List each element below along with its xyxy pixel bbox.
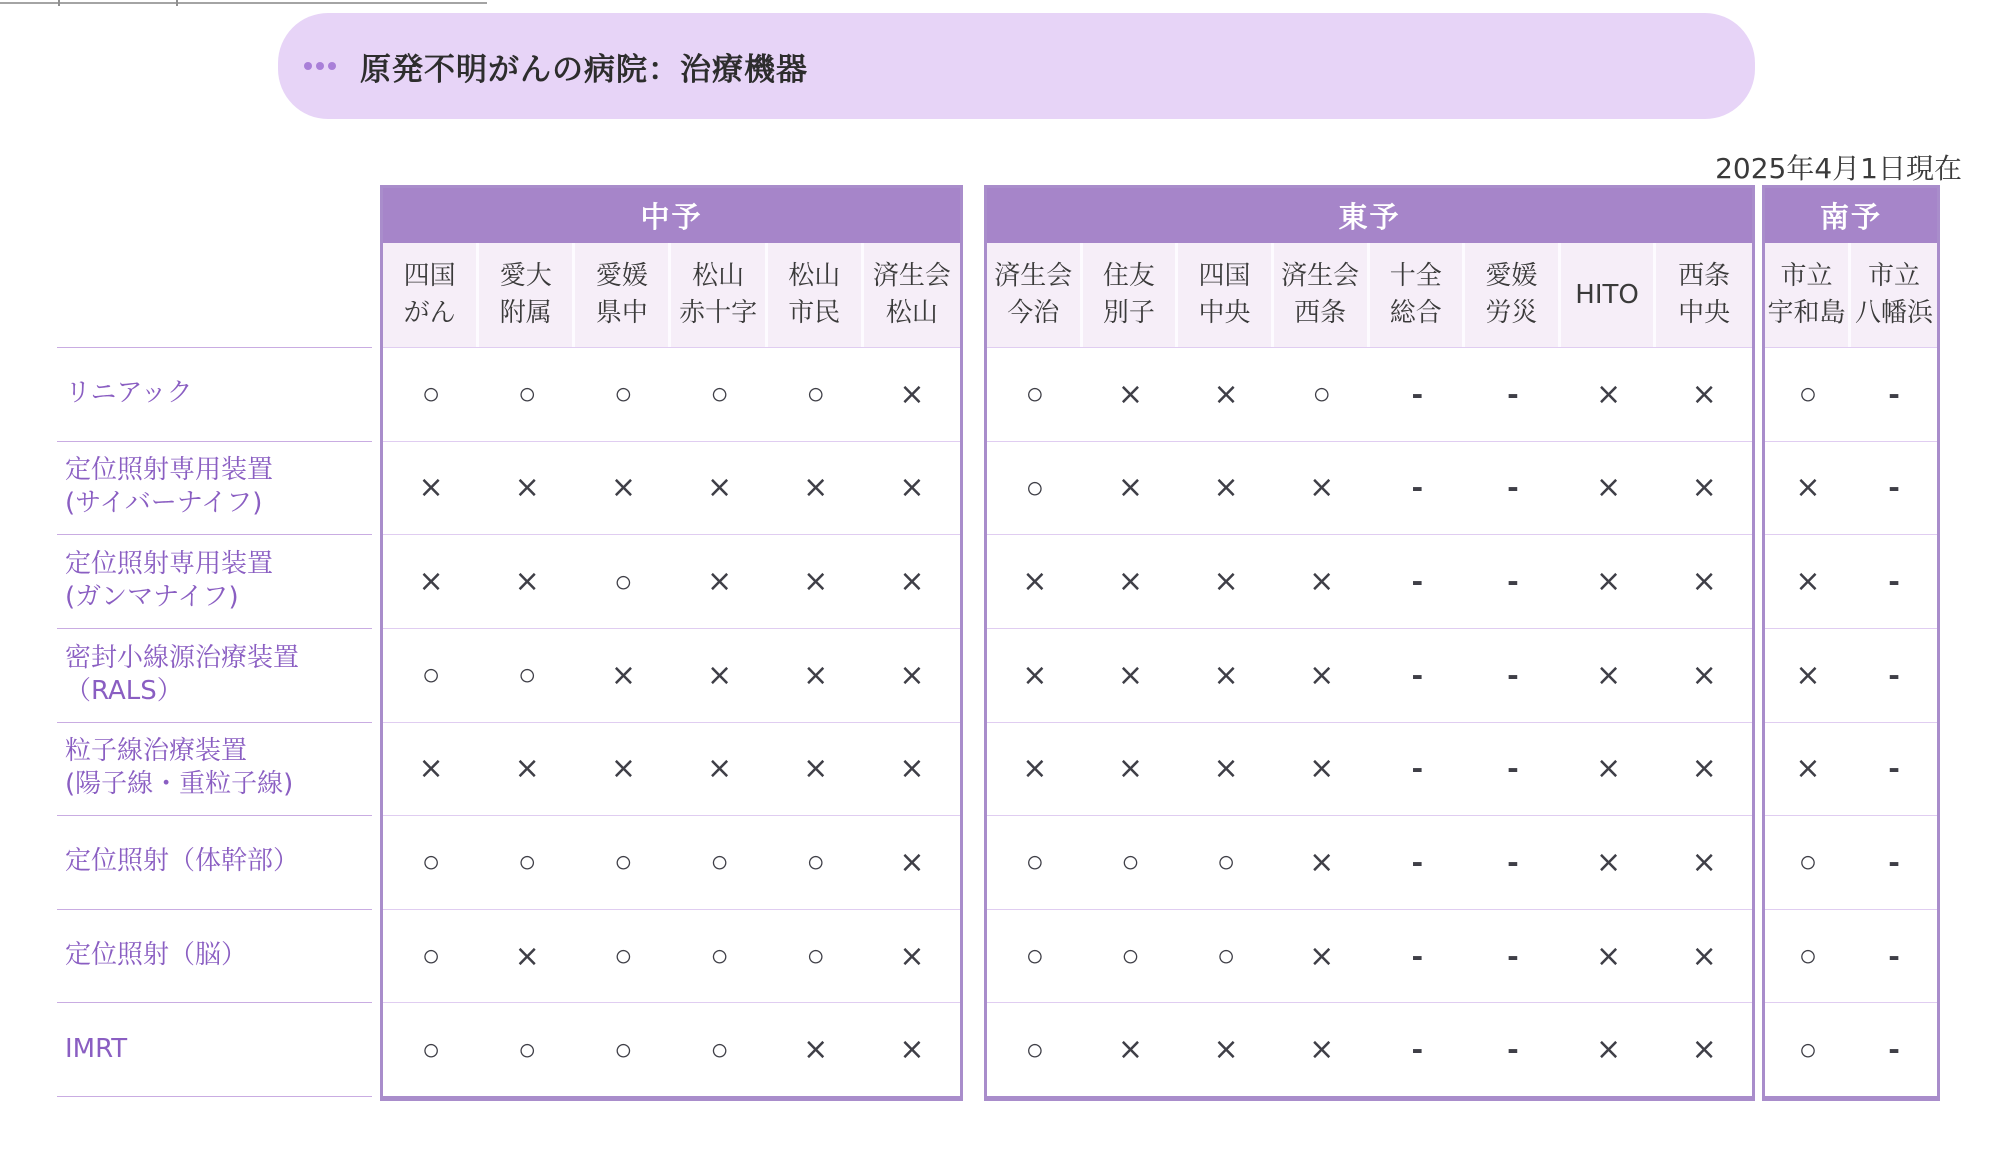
hospital-column-header: 住友 別子	[1083, 243, 1179, 347]
availability-cell: ○	[421, 1031, 441, 1068]
availability-cell: ×	[1595, 470, 1622, 506]
region-table-chuyo	[380, 185, 963, 1101]
availability-cell: ×	[1595, 751, 1622, 787]
availability-cell: ○	[421, 938, 441, 975]
availability-cell: ×	[899, 844, 925, 880]
availability-cell: -	[1507, 377, 1519, 411]
availability-cell: ×	[1691, 376, 1717, 412]
hospital-column-header: 西条 中央	[1656, 243, 1752, 347]
region-band: 中予	[383, 188, 960, 243]
availability-cell: -	[1888, 752, 1900, 786]
availability-cell: ○	[1025, 376, 1045, 413]
availability-cell: ×	[803, 470, 829, 506]
equipment-row-label: 定位照射（体幹部）	[65, 846, 300, 877]
hospital-column-header: 十全 総合	[1370, 243, 1466, 347]
availability-cell: ×	[1595, 376, 1622, 412]
availability-cell: -	[1411, 377, 1424, 411]
table-row	[383, 441, 960, 535]
table-row	[1765, 534, 1937, 628]
hospital-column-header: 済生会 松山	[864, 243, 960, 347]
hospital-column-header: 市立 宇和島	[1765, 243, 1851, 347]
availability-cell: ×	[1595, 938, 1622, 974]
table-row	[1765, 441, 1937, 535]
availability-cell: ○	[517, 376, 537, 413]
availability-cell: -	[1888, 658, 1900, 692]
row-separator	[57, 628, 372, 629]
availability-cell: ×	[1795, 470, 1821, 506]
availability-cell: ×	[1309, 470, 1335, 506]
availability-cell: ×	[899, 1032, 925, 1068]
availability-cell: ○	[710, 938, 729, 975]
availability-cell: -	[1411, 1033, 1424, 1067]
table-row	[383, 722, 960, 816]
availability-cell: -	[1411, 845, 1424, 879]
table-row	[383, 815, 960, 909]
hospital-column-header: 松山 赤十字	[671, 243, 767, 347]
availability-cell: ×	[1309, 844, 1335, 880]
availability-cell: ×	[1795, 657, 1821, 693]
table-row	[1765, 909, 1937, 1003]
region-table-toyo	[984, 185, 1755, 1101]
availability-cell: ○	[1121, 938, 1140, 975]
availability-cell: -	[1888, 1033, 1900, 1067]
region-band: 南予	[1765, 188, 1937, 243]
availability-cell: ○	[421, 657, 441, 694]
availability-cell: ×	[1595, 1032, 1622, 1068]
availability-cell: ×	[1309, 1032, 1335, 1068]
availability-cell: ×	[514, 470, 540, 506]
availability-cell: -	[1507, 1033, 1519, 1067]
availability-cell: ×	[514, 938, 540, 974]
row-separator	[57, 722, 372, 723]
availability-cell: ×	[514, 564, 540, 600]
availability-cell: ×	[418, 564, 444, 600]
availability-cell: ○	[614, 844, 633, 881]
date-note: 2025年4月1日現在	[1715, 152, 1962, 185]
table-row	[1765, 815, 1937, 909]
equipment-row-label: IMRT	[65, 1033, 128, 1064]
hospital-column-header: 市立 八幡浜	[1851, 243, 1937, 347]
availability-cell: ×	[1309, 938, 1335, 974]
page-title: 原発不明がんの病院：治療機器	[360, 51, 808, 88]
availability-cell: ×	[1213, 564, 1239, 600]
availability-cell: ×	[1691, 470, 1717, 506]
region-band: 東予	[987, 188, 1752, 243]
availability-cell: ○	[614, 1031, 633, 1068]
availability-cell: ×	[1691, 1032, 1717, 1068]
availability-cell: ×	[1213, 470, 1239, 506]
availability-cell: -	[1507, 471, 1519, 505]
availability-cell: ×	[899, 657, 925, 693]
availability-cell: -	[1411, 752, 1424, 786]
availability-cell: ×	[1691, 657, 1717, 693]
row-separator	[57, 815, 372, 816]
availability-cell: ○	[710, 844, 729, 881]
availability-cell: ×	[1309, 564, 1335, 600]
availability-cell: ×	[1022, 751, 1048, 787]
equipment-row-label: 定位照射専用装置 (ガンマナイフ)	[65, 549, 274, 613]
availability-cell: ×	[899, 564, 925, 600]
availability-cell: ×	[610, 657, 636, 693]
availability-cell: -	[1507, 939, 1519, 973]
availability-cell: -	[1411, 658, 1424, 692]
table-row	[1765, 628, 1937, 722]
table-row	[987, 722, 1752, 816]
hospital-column-header: 四国 中央	[1178, 243, 1274, 347]
availability-cell: -	[1888, 845, 1900, 879]
table-row	[1765, 347, 1937, 441]
availability-cell: ○	[806, 844, 826, 881]
table-row	[383, 909, 960, 1003]
availability-cell: ×	[707, 564, 733, 600]
availability-cell: ○	[1312, 376, 1332, 413]
availability-cell: ×	[1595, 564, 1622, 600]
equipment-row-label: 定位照射（脳）	[65, 940, 248, 971]
availability-cell: ○	[517, 1031, 537, 1068]
table-row	[987, 534, 1752, 628]
hospital-header-row	[987, 243, 1752, 347]
hospital-column-header: 済生会 今治	[987, 243, 1083, 347]
availability-cell: ○	[1798, 1031, 1818, 1068]
availability-cell: ×	[1117, 376, 1143, 412]
table-row	[1765, 1002, 1937, 1096]
equipment-label-column	[0, 0, 380, 1160]
availability-cell: ×	[1117, 1032, 1143, 1068]
availability-cell: -	[1411, 939, 1424, 973]
availability-cell: ×	[707, 657, 733, 693]
availability-cell: -	[1507, 658, 1519, 692]
availability-cell: ×	[707, 470, 733, 506]
availability-cell: ×	[1022, 657, 1048, 693]
availability-cell: ×	[1117, 564, 1143, 600]
availability-cell: ○	[1798, 376, 1818, 413]
availability-cell: -	[1507, 752, 1519, 786]
availability-cell: ○	[614, 938, 633, 975]
availability-cell: -	[1888, 565, 1900, 599]
availability-cell: ×	[899, 376, 925, 412]
hospital-column-header: 四国 がん	[383, 243, 479, 347]
row-separator	[57, 534, 372, 535]
availability-cell: ○	[1216, 844, 1236, 881]
availability-cell: ○	[421, 844, 441, 881]
hospital-header-row	[1765, 243, 1937, 347]
title-pill	[278, 13, 1755, 119]
row-separator	[57, 909, 372, 910]
availability-cell: ○	[1025, 938, 1045, 975]
availability-cell: -	[1411, 565, 1424, 599]
availability-cell: -	[1507, 845, 1519, 879]
region-table-nanyo	[1762, 185, 1940, 1101]
availability-cell: ○	[421, 376, 441, 413]
availability-cell: ×	[899, 938, 925, 974]
equipment-row-label: リニアック	[65, 378, 193, 409]
availability-cell: ○	[1025, 1031, 1045, 1068]
hospital-column-header: 愛媛 労災	[1465, 243, 1561, 347]
hospital-column-header: 松山 市民	[768, 243, 864, 347]
hospital-column-header: 愛媛 県中	[575, 243, 671, 347]
hospital-column-header: 愛大 附属	[479, 243, 575, 347]
availability-cell: -	[1507, 565, 1519, 599]
availability-cell: ×	[899, 751, 925, 787]
availability-cell: -	[1411, 471, 1424, 505]
availability-cell: ×	[1213, 376, 1239, 412]
table-row	[987, 441, 1752, 535]
table-row	[383, 1002, 960, 1096]
availability-cell: ○	[806, 376, 826, 413]
availability-cell: ×	[1795, 751, 1821, 787]
availability-cell: ×	[1309, 751, 1335, 787]
availability-cell: -	[1888, 939, 1900, 973]
availability-cell: ×	[803, 564, 829, 600]
availability-cell: ×	[1691, 938, 1717, 974]
availability-cell: ○	[614, 376, 633, 413]
availability-cell: ○	[614, 563, 633, 600]
availability-cell: ×	[1117, 657, 1143, 693]
availability-cell: ○	[1216, 938, 1236, 975]
availability-cell: ○	[517, 657, 537, 694]
table-row	[383, 347, 960, 441]
row-separator	[57, 1096, 372, 1097]
table-row	[987, 347, 1752, 441]
availability-cell: -	[1888, 377, 1900, 411]
table-row	[987, 815, 1752, 909]
availability-cell: ×	[1595, 657, 1622, 693]
availability-cell: ×	[803, 1032, 829, 1068]
table-row	[987, 909, 1752, 1003]
availability-cell: ×	[1213, 657, 1239, 693]
availability-cell: ×	[514, 751, 540, 787]
row-separator	[57, 1002, 372, 1003]
table-row	[1765, 722, 1937, 816]
equipment-row-label: 密封小線源治療装置 （RALS）	[65, 642, 300, 706]
table-row	[383, 534, 960, 628]
availability-cell: ×	[1691, 844, 1717, 880]
row-separator	[57, 347, 372, 348]
availability-cell: ×	[1795, 564, 1821, 600]
availability-cell: ×	[418, 751, 444, 787]
availability-cell: ×	[1213, 1032, 1239, 1068]
availability-cell: ×	[610, 470, 636, 506]
availability-cell: ×	[1117, 470, 1143, 506]
availability-cell: ○	[517, 844, 537, 881]
availability-cell: ×	[803, 751, 829, 787]
equipment-row-label: 定位照射専用装置 (サイバーナイフ)	[65, 455, 274, 519]
availability-cell: ×	[803, 657, 829, 693]
availability-cell: ×	[1691, 751, 1717, 787]
availability-cell: ×	[610, 751, 636, 787]
table-row	[383, 628, 960, 722]
availability-cell: ○	[710, 376, 729, 413]
availability-cell: ×	[418, 470, 444, 506]
availability-cell: ×	[707, 751, 733, 787]
availability-cell: ×	[1595, 844, 1622, 880]
row-separator	[57, 441, 372, 442]
availability-cell: ×	[1117, 751, 1143, 787]
availability-cell: ○	[1121, 844, 1140, 881]
availability-cell: ○	[806, 938, 826, 975]
availability-cell: ×	[1213, 751, 1239, 787]
availability-cell: ×	[899, 470, 925, 506]
availability-cell: ○	[1798, 938, 1818, 975]
availability-cell: ○	[1025, 844, 1045, 881]
availability-cell: ×	[1022, 564, 1048, 600]
hospital-column-header: HITO	[1561, 243, 1657, 347]
availability-cell: ○	[710, 1031, 729, 1068]
table-row	[987, 1002, 1752, 1096]
availability-cell: ×	[1691, 564, 1717, 600]
hospital-column-header: 済生会 西条	[1274, 243, 1370, 347]
hospital-header-row	[383, 243, 960, 347]
equipment-row-label: 粒子線治療装置 (陽子線・重粒子線)	[65, 736, 294, 800]
availability-cell: ○	[1025, 469, 1045, 506]
table-row	[987, 628, 1752, 722]
availability-cell: ×	[1309, 657, 1335, 693]
availability-cell: -	[1888, 471, 1900, 505]
availability-cell: ○	[1798, 844, 1818, 881]
